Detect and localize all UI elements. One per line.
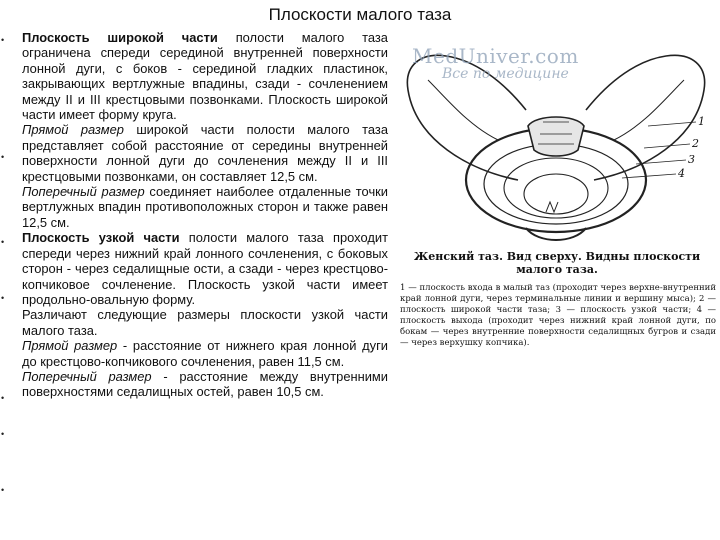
bullet-dot: • [1, 293, 5, 303]
paragraph [22, 230, 388, 307]
figure-label-4: 4 [678, 167, 685, 180]
paragraph [22, 30, 388, 122]
coccyx-mark [546, 202, 558, 212]
figure-caption-heading: Женский таз. Вид сверху. Видны плоскости малого таза. [413, 250, 701, 276]
right-iliac-wing [586, 55, 705, 180]
paragraph [22, 122, 388, 184]
left-iliac-wing [407, 55, 526, 180]
watermark-line-2: Все по медицине [442, 66, 569, 82]
bullet-dot: • [1, 152, 5, 162]
paragraph-text: - расстояние от нижнего края лонной дуги до крестцово-копчикового сочленения, равен 11,5 см. [22, 338, 388, 369]
bullet-dot: • [1, 429, 5, 439]
paragraph [22, 184, 388, 230]
body-text [22, 30, 388, 400]
term-italic: Прямой размер [22, 122, 124, 138]
figure-label-1: 1 [698, 115, 705, 128]
paragraph-text: широкой части полости малого таза представляет собой расстояние от середины внутренней поверхности лонной дуги до сочленения между II и III крестцовыми позвонками, он составляет 12,5 см. [22, 122, 388, 184]
paragraph-text: соединяет наиболее отдаленные точки вертлужных впадин противоположных сторон и также равен 12,5 см. [22, 184, 388, 230]
bullet-dot: • [1, 35, 5, 45]
term-italic: Поперечный размер [22, 368, 152, 384]
paragraph [22, 369, 388, 400]
left-iliac-inner-line [428, 80, 498, 140]
paragraph [22, 307, 388, 338]
watermark-line-1: MedUniver.com [412, 44, 579, 68]
narrow-part-plane [504, 158, 608, 218]
figure-caption-body: 1 — плоскость входа в малый таз (проходит через верхне-внутренний край лонной дуги, через терминальные линии и вершину мыса); 2 — плоскость широкой части таза; 3 — плоскость узкой части; 4 — плоскость выхода (проходит через нижний край лонной дуги, по бокам — через внутренние поверхности седалищных бугров и сзади — через верхушку копчика). [400, 283, 716, 348]
paragraph [22, 338, 388, 369]
paragraph-text: - расстояние между внутренними поверхностями седалищных остей, равен 10,5 см. [22, 368, 388, 400]
bullet-dot: • [1, 237, 5, 247]
bullet-dot: • [1, 485, 5, 495]
paragraph-text: полости малого таза проходит спереди через нижний край лонного сочленения, с боковых сторон - через седалищные ости, а сзади - через крестцово-копчиковое сочленение. Плоскость узкой части имеет продольно-овальную форму. [22, 230, 388, 307]
term-bold: Плоскость узкой части [22, 230, 180, 246]
term-italic: Поперечный размер [22, 184, 145, 200]
paragraph-text: Различают следующие размеры плоскости узкой части малого таза. [22, 307, 388, 338]
bullet-markers [1, 0, 7, 540]
bullet-dot: • [1, 393, 5, 403]
leader-line-4 [622, 174, 676, 178]
term-italic: Прямой размер [22, 338, 118, 354]
figure-label-3: 3 [688, 153, 695, 166]
pelvis-illustration [398, 30, 714, 248]
right-iliac-inner-line [614, 80, 684, 140]
page-title: Плоскости малого таза [268, 5, 452, 24]
sacrum [528, 117, 584, 156]
term-bold: Плоскость широкой части [22, 30, 218, 45]
figure-label-2: 2 [692, 137, 699, 150]
leader-line-3 [636, 160, 686, 164]
paragraph-text: полости малого таза ограничена спереди серединой внутренней поверхности лонной дуги, с боков - серединой гладких пластинок, закрывающих вертлужные впадины, сзади - сочленением между II и III крестцовыми позвонками. Плоскость широкой части имеет форму круга. [22, 30, 388, 123]
